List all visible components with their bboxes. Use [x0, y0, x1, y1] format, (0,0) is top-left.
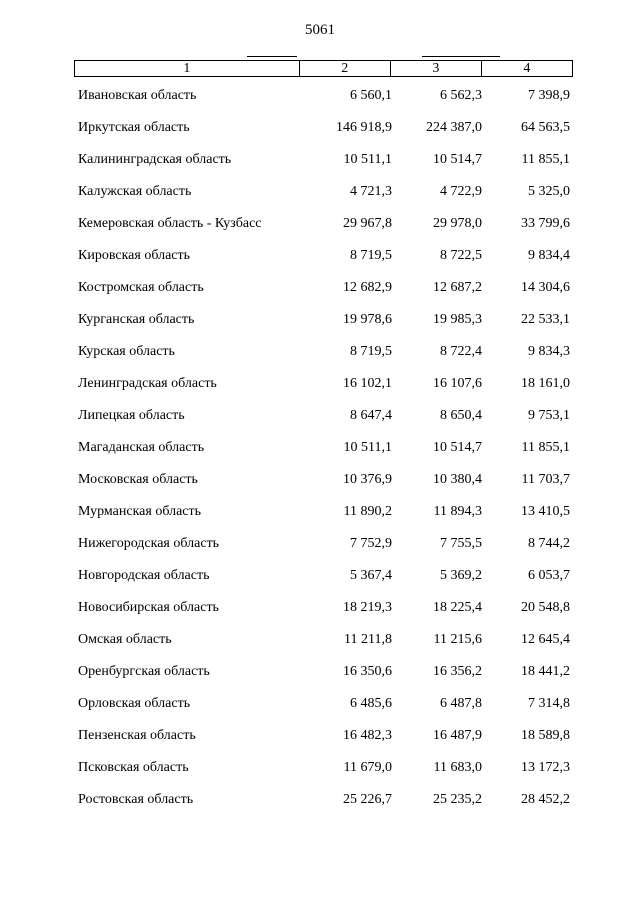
top-rule-right	[422, 56, 500, 57]
value-column-3-cell: 7 755,5	[440, 536, 482, 551]
value-column-4-cell: 5 325,0	[528, 184, 570, 199]
value-column-3-cell: 8 650,4	[440, 408, 482, 423]
value-column-3-cell: 6 562,3	[440, 88, 482, 103]
value-column-2-cell: 10 511,1	[343, 152, 392, 167]
region-name-cell: Орловская область	[78, 696, 191, 711]
value-column-3-cell: 8 722,4	[440, 344, 482, 359]
table-row	[78, 624, 574, 656]
value-column-2-cell: 6 485,6	[350, 696, 392, 711]
value-column-2-cell: 16 102,1	[343, 376, 392, 391]
value-column-4-cell: 33 799,6	[521, 216, 570, 231]
value-column-4-cell: 18 589,8	[521, 728, 570, 743]
value-column-3-cell: 29 978,0	[433, 216, 482, 231]
value-column-4-cell: 7 398,9	[528, 88, 570, 103]
value-column-2-cell: 11 890,2	[343, 504, 392, 519]
value-column-2-cell: 8 719,5	[350, 344, 392, 359]
value-column-4-cell: 11 703,7	[521, 472, 570, 487]
value-column-4-cell: 8 744,2	[528, 536, 570, 551]
region-name-cell: Кемеровская область - Кузбасс	[78, 216, 262, 231]
value-column-4-cell: 11 855,1	[521, 152, 570, 167]
region-name-cell: Липецкая область	[78, 408, 185, 423]
value-column-4-cell: 13 410,5	[521, 504, 570, 519]
value-column-4-cell: 9 753,1	[528, 408, 570, 423]
table-row	[78, 528, 574, 560]
value-column-4-cell: 28 452,2	[521, 792, 570, 807]
value-column-4-cell: 18 441,2	[521, 664, 570, 679]
value-column-2-cell: 10 511,1	[343, 440, 392, 455]
value-column-2-cell: 4 721,3	[350, 184, 392, 199]
region-name-cell: Ленинградская область	[78, 376, 217, 391]
value-column-3-cell: 5 369,2	[440, 568, 482, 583]
value-column-4-cell: 22 533,1	[521, 312, 570, 327]
region-name-cell: Курская область	[78, 344, 175, 359]
column-header-row	[75, 61, 573, 77]
value-column-2-cell: 29 967,8	[343, 216, 392, 231]
region-name-cell: Калининградская область	[78, 152, 232, 167]
table-row	[78, 144, 574, 176]
region-name-cell: Костромская область	[78, 280, 204, 295]
value-column-4-cell: 18 161,0	[521, 376, 570, 391]
region-name-cell: Нижегородская область	[78, 536, 220, 551]
value-column-3-cell: 10 514,7	[433, 152, 482, 167]
top-rule-left	[247, 56, 297, 57]
region-name-cell: Ивановская область	[78, 88, 197, 103]
value-column-2-cell: 25 226,7	[343, 792, 392, 807]
page-number: 5061	[305, 22, 335, 38]
region-name-cell: Ростовская область	[78, 792, 194, 807]
value-column-3-cell: 8 722,5	[440, 248, 482, 263]
column-header-3: 3	[390, 61, 481, 77]
region-name-cell: Новгородская область	[78, 568, 210, 583]
value-column-3-cell: 11 683,0	[433, 760, 482, 775]
table-row	[78, 176, 574, 208]
table-row	[78, 272, 574, 304]
region-name-cell: Оренбургская область	[78, 664, 210, 679]
value-column-4-cell: 9 834,3	[528, 344, 570, 359]
region-name-cell: Кировская область	[78, 248, 191, 263]
value-column-2-cell: 10 376,9	[343, 472, 392, 487]
table-row	[78, 400, 574, 432]
value-column-4-cell: 11 855,1	[521, 440, 570, 455]
value-column-2-cell: 8 719,5	[350, 248, 392, 263]
value-column-3-cell: 10 380,4	[433, 472, 482, 487]
region-name-cell: Московская область	[78, 472, 198, 487]
value-column-3-cell: 10 514,7	[433, 440, 482, 455]
table-row	[78, 432, 574, 464]
value-column-4-cell: 12 645,4	[521, 632, 570, 647]
value-column-3-cell: 11 894,3	[433, 504, 482, 519]
value-column-2-cell: 146 918,9	[336, 120, 392, 135]
value-column-2-cell: 11 211,8	[344, 632, 392, 647]
value-column-4-cell: 20 548,8	[521, 600, 570, 615]
value-column-4-cell: 9 834,4	[528, 248, 570, 263]
table-row	[78, 656, 574, 688]
table-row	[78, 592, 574, 624]
value-column-4-cell: 6 053,7	[528, 568, 570, 583]
value-column-3-cell: 6 487,8	[440, 696, 482, 711]
value-column-3-cell: 25 235,2	[433, 792, 482, 807]
value-column-4-cell: 13 172,3	[521, 760, 570, 775]
value-column-2-cell: 16 482,3	[343, 728, 392, 743]
region-name-cell: Калужская область	[78, 184, 192, 199]
value-column-3-cell: 18 225,4	[433, 600, 482, 615]
region-name-cell: Курганская область	[78, 312, 195, 327]
value-column-3-cell: 16 107,6	[433, 376, 482, 391]
table-row	[78, 560, 574, 592]
value-column-3-cell: 16 487,9	[433, 728, 482, 743]
table-body	[78, 80, 574, 816]
value-column-2-cell: 6 560,1	[350, 88, 392, 103]
table-row	[78, 496, 574, 528]
value-column-2-cell: 19 978,6	[343, 312, 392, 327]
value-column-3-cell: 19 985,3	[433, 312, 482, 327]
value-column-3-cell: 11 215,6	[433, 632, 482, 647]
value-column-3-cell: 12 687,2	[433, 280, 482, 295]
region-name-cell: Иркутская область	[78, 120, 190, 135]
column-header-4: 4	[481, 61, 572, 77]
value-column-2-cell: 8 647,4	[350, 408, 392, 423]
table-row	[78, 304, 574, 336]
region-name-cell: Псковская область	[78, 760, 189, 775]
value-column-4-cell: 64 563,5	[521, 120, 570, 135]
table-row	[78, 208, 574, 240]
value-column-3-cell: 224 387,0	[426, 120, 482, 135]
column-header-2: 2	[299, 61, 390, 77]
table-row	[78, 688, 574, 720]
value-column-4-cell: 7 314,8	[528, 696, 570, 711]
value-column-2-cell: 11 679,0	[343, 760, 392, 775]
table-row	[78, 112, 574, 144]
table-row	[78, 240, 574, 272]
column-header-table	[74, 60, 573, 77]
value-column-2-cell: 12 682,9	[343, 280, 392, 295]
region-name-cell: Магаданская область	[78, 440, 205, 455]
value-column-2-cell: 7 752,9	[350, 536, 392, 551]
value-column-3-cell: 16 356,2	[433, 664, 482, 679]
table-row	[78, 720, 574, 752]
value-column-2-cell: 16 350,6	[343, 664, 392, 679]
table-row	[78, 752, 574, 784]
region-name-cell: Пензенская область	[78, 728, 196, 743]
table-row	[78, 336, 574, 368]
value-column-4-cell: 14 304,6	[521, 280, 570, 295]
value-column-2-cell: 5 367,4	[350, 568, 392, 583]
table-row	[78, 80, 574, 112]
region-name-cell: Новосибирская область	[78, 600, 219, 615]
region-name-cell: Мурманская область	[78, 504, 202, 519]
value-column-3-cell: 4 722,9	[440, 184, 482, 199]
table-row	[78, 368, 574, 400]
value-column-2-cell: 18 219,3	[343, 600, 392, 615]
region-name-cell: Омская область	[78, 632, 172, 647]
table-row	[78, 464, 574, 496]
column-header-1: 1	[75, 61, 300, 77]
table-row	[78, 784, 574, 816]
